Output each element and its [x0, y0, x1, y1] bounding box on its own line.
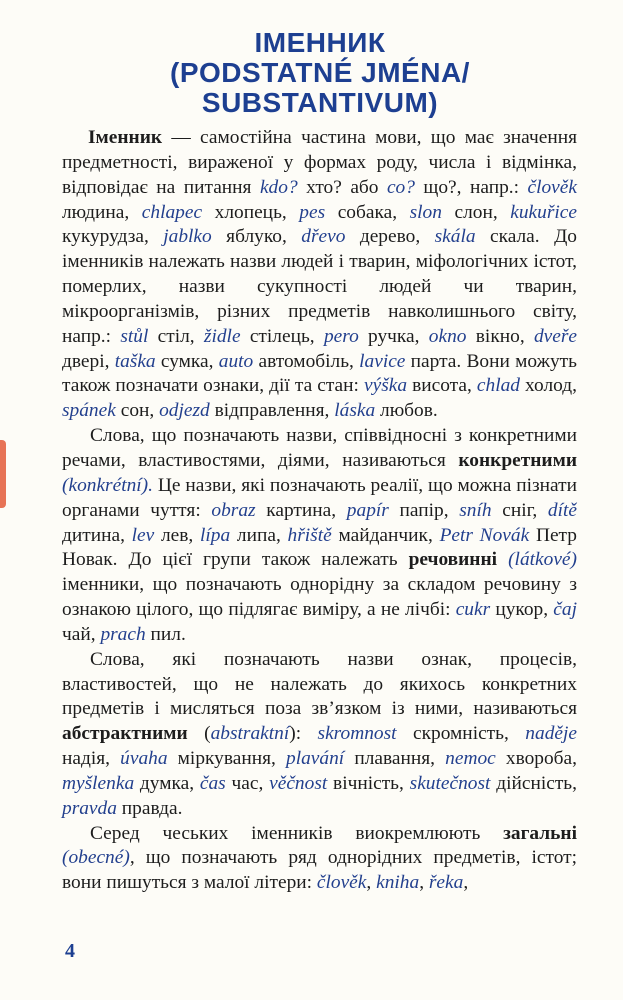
- text-run: дійсність,: [490, 772, 577, 794]
- czech-word: čaj: [553, 599, 577, 621]
- czech-word: okno: [428, 325, 467, 347]
- text-run: ):: [289, 723, 318, 745]
- chapter-title: [150, 28, 490, 118]
- text-run: папір,: [388, 499, 460, 521]
- czech-word: cukr: [455, 599, 491, 621]
- czech-word: (obecné): [62, 847, 130, 869]
- text-run: скромність,: [396, 723, 526, 745]
- czech-word: sníh: [459, 499, 492, 521]
- text-run: що?, напр.:: [414, 176, 528, 198]
- text-run: собака,: [325, 201, 410, 223]
- text-run: хлопець,: [202, 201, 300, 223]
- czech-word: hřiště: [287, 524, 332, 546]
- text-run: ,: [419, 872, 429, 894]
- text-run: стілець,: [240, 325, 324, 347]
- text-run: сніг,: [491, 499, 548, 521]
- czech-word: výška: [363, 375, 408, 397]
- czech-word: skutečnost: [409, 772, 491, 794]
- page-number: 4: [65, 940, 75, 962]
- text-run: двері,: [62, 350, 115, 372]
- chapter-title-line-1: ІМЕННИК: [254, 27, 386, 58]
- text-run: яблуко,: [211, 226, 302, 248]
- term-highlight: Іменник: [88, 127, 163, 148]
- czech-word: obraz: [211, 499, 256, 521]
- czech-word: abstraktní: [210, 723, 290, 745]
- text-run: картина,: [255, 499, 347, 521]
- text-run: стіл,: [148, 325, 204, 347]
- chapter-title-line-3: SUBSTANTIVUM): [201, 87, 439, 118]
- czech-word: lavice: [359, 350, 406, 372]
- text-run: [497, 549, 508, 570]
- paragraph-4: [62, 822, 577, 897]
- text-run: ручка,: [358, 325, 429, 347]
- czech-word: člověk: [527, 176, 577, 198]
- paragraph-3: [62, 648, 577, 822]
- czech-word: (konkrétní).: [62, 474, 153, 496]
- text-run: сон,: [115, 400, 160, 422]
- term-highlight: абстрактними: [62, 723, 188, 745]
- czech-word: (látkové): [508, 549, 577, 571]
- czech-word: chlapec: [141, 201, 203, 223]
- czech-word: láska: [334, 400, 376, 422]
- czech-word: myšlenka: [62, 772, 135, 794]
- text-run: — самостійна частина мови, що має значення предметності, вираженої у формах роду, числа і відмінка, відповідає на питання: [62, 127, 577, 198]
- text-run: правда.: [116, 797, 183, 819]
- czech-word: Petr Novák: [439, 524, 530, 546]
- czech-word: papír: [346, 499, 389, 521]
- czech-word: dřevo: [301, 226, 346, 248]
- czech-word: čas: [199, 772, 226, 794]
- czech-word: pero: [323, 325, 359, 347]
- page-edge-mark: [0, 440, 6, 508]
- czech-word: řeka: [428, 872, 464, 894]
- czech-word: lev: [131, 524, 155, 546]
- text-run: (: [187, 723, 211, 745]
- text-run: час,: [225, 772, 270, 794]
- text-run: вікно,: [466, 325, 534, 347]
- text-run: дерево,: [345, 226, 435, 248]
- czech-word: lípa: [200, 524, 231, 546]
- paragraph-2: [62, 424, 577, 648]
- czech-word: spánek: [62, 400, 116, 422]
- text-run: холод,: [520, 375, 577, 397]
- czech-word: plavání: [286, 748, 345, 770]
- czech-word: dveře: [533, 325, 578, 347]
- term-highlight: загальні: [503, 822, 577, 844]
- text-run: ,: [366, 872, 377, 894]
- czech-word: co?: [386, 176, 415, 198]
- text-run: кукурудза,: [62, 226, 164, 248]
- czech-word: úvaha: [120, 748, 168, 770]
- czech-word: naděje: [525, 723, 577, 745]
- term-highlight: речовинні: [408, 549, 498, 571]
- text-run: відправлення,: [209, 400, 335, 422]
- text-run: дитина,: [62, 524, 132, 546]
- chapter-title-line-2: (PODSTATNÉ JMÉNA/: [170, 57, 470, 88]
- text-run: хвороба,: [495, 748, 578, 770]
- text-run: надія,: [62, 748, 121, 770]
- text-run: майданчик,: [331, 524, 440, 546]
- text-run: хто? або: [297, 176, 387, 198]
- czech-word: jablko: [163, 226, 212, 248]
- czech-word: slon: [409, 201, 442, 223]
- text-run: слон,: [441, 201, 511, 223]
- text-run: лев,: [154, 524, 201, 546]
- czech-word: prach: [100, 623, 146, 645]
- text-run: думка,: [134, 772, 200, 794]
- text-run: міркування,: [167, 748, 287, 770]
- text-run: плавання,: [344, 748, 446, 770]
- text-run: Петр Новак. До цієї групи також належать: [62, 524, 577, 571]
- text-run: , що позначають ряд однорідних предметів, істот; вони пишуться з малої літери:: [62, 847, 577, 894]
- czech-word: skála: [434, 226, 476, 248]
- czech-word: pes: [299, 201, 326, 223]
- text-run: Серед чеських іменників виокремлюють: [90, 822, 504, 844]
- text-run: ,: [463, 872, 469, 894]
- text-run: іменники, що позначають однорідну за складом речовину з ознакою цілого, що підлягає виміру, а не лічбі:: [62, 574, 577, 621]
- body-text: [62, 126, 577, 896]
- text-run: чай,: [62, 623, 101, 645]
- text-run: людина,: [62, 201, 142, 223]
- czech-word: dítě: [547, 499, 577, 521]
- czech-word: nemoc: [445, 748, 496, 770]
- text-run: вічність,: [327, 772, 410, 794]
- czech-word: taška: [114, 350, 156, 372]
- czech-word: auto: [218, 350, 254, 372]
- text-run: липа,: [230, 524, 288, 546]
- czech-word: člověk: [316, 872, 367, 894]
- czech-word: kniha: [376, 872, 420, 894]
- czech-word: věčnost: [269, 772, 328, 794]
- czech-word: kdo?: [259, 176, 298, 198]
- text-run: цукор,: [490, 599, 554, 621]
- text-run: скала. До іменників належать назви людей і тварин, міфологічних істот, померлих, назви сукупності людей чи тварин, мікроорганізмів, різних предметів навколишнього світу, напр.:: [62, 226, 577, 347]
- text-run: любов.: [375, 400, 438, 422]
- term-highlight: конкретними: [458, 449, 577, 471]
- czech-word: pravda: [62, 797, 117, 819]
- czech-word: odjezd: [159, 400, 210, 422]
- text-run: пил.: [145, 623, 186, 645]
- text-run: парта. Вони можуть також позначати ознаки, дії та стан:: [62, 350, 577, 397]
- czech-word: židle: [203, 325, 241, 347]
- text-run: Слова, які позначають назви ознак, процесів, властивостей, що не належать до якихось конкретних предметів і мисляться поза зв’язком із ними, називаються: [62, 648, 577, 720]
- text-run: сумка,: [155, 350, 219, 372]
- text-run: автомобіль,: [253, 350, 360, 372]
- czech-word: kukuřice: [510, 201, 577, 223]
- text-run: Це назви, які позначають реалії, що можна пізнати органами чуття:: [62, 474, 577, 521]
- czech-word: chlad: [476, 375, 520, 397]
- czech-word: skromnost: [317, 723, 397, 745]
- paragraph-1: [62, 126, 577, 424]
- czech-word: stůl: [120, 325, 149, 347]
- text-run: Слова, що позначають назви, співвідносні з конкретними речами, властивостями, діями, називаються: [62, 425, 577, 471]
- text-run: висота,: [407, 375, 477, 397]
